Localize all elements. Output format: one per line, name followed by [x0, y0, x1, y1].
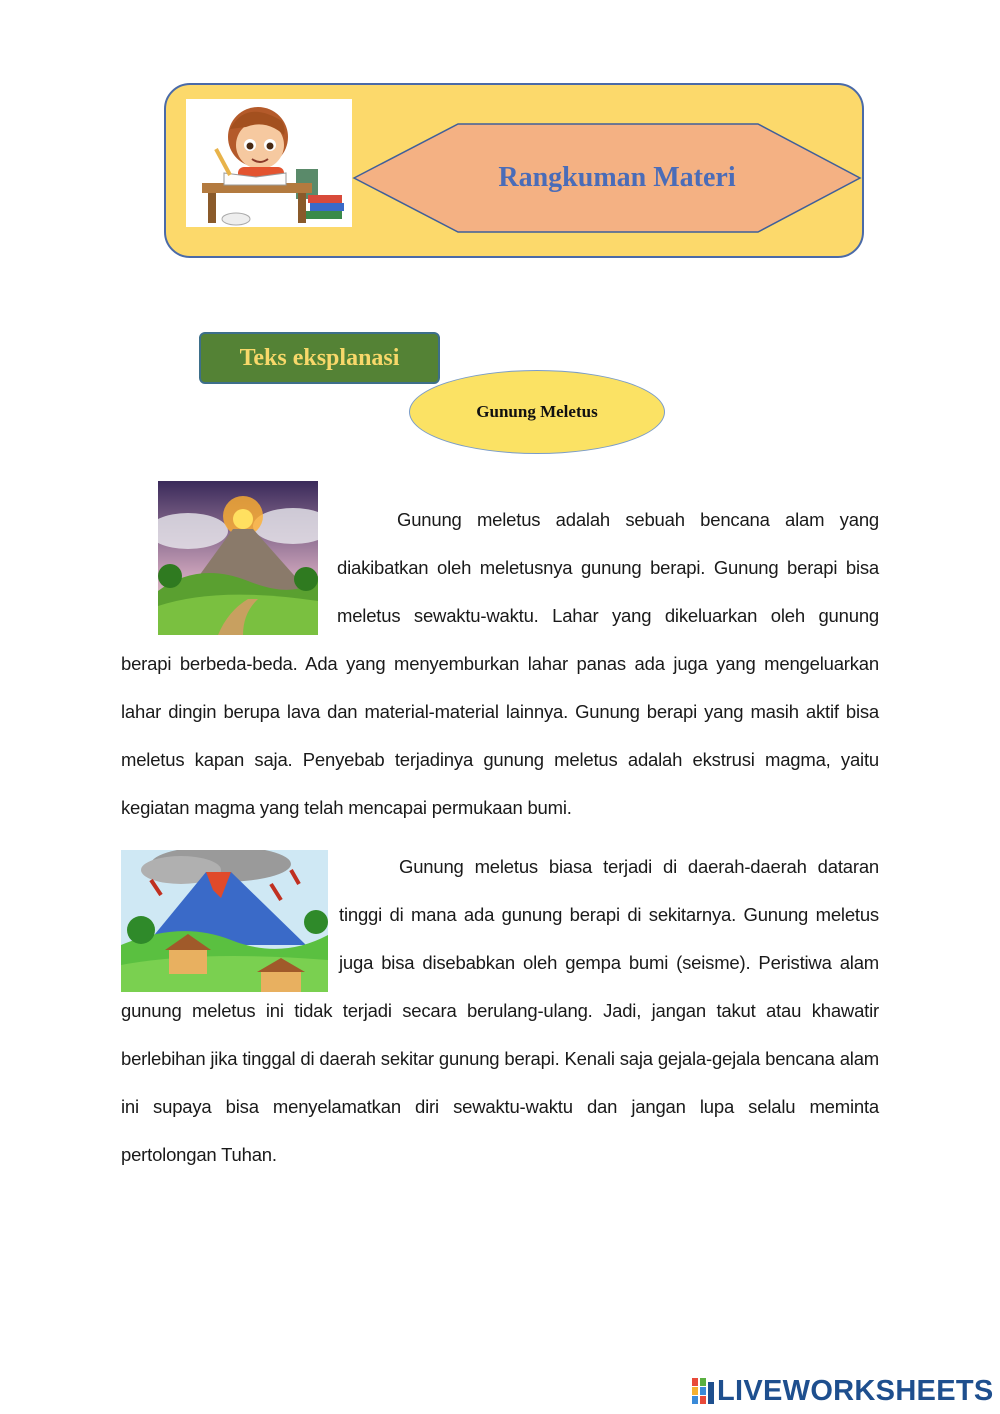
paragraph-1-text: Gunung meletus adalah sebuah bencana alam yang diakibatkan oleh meletusnya gunung berapi. Gunung berapi bisa meletus sewaktu-waktu. Lahar yang dikeluarkan oleh gunung berapi berbeda-beda. Ada yang menyemburkan lahar panas ada juga yang mengeluarkan lahar dingin berupa lava dan material-material lainnya. Gunung berapi yang masih aktif bisa meletus kapan saja. Penyebab terjadinya gunung meletus adalah ekstrusi magma, yaitu kegiatan magma yang telah mencapai permukaan bumi. [121, 509, 879, 818]
logo-icon [692, 1378, 714, 1404]
page-title: Rangkuman Materi [498, 162, 736, 193]
boy-writing-illustration [186, 99, 352, 227]
paragraph-2-text: Gunung meletus biasa terjadi di daerah-daerah dataran tinggi di mana ada gunung berapi di sekitarnya. Gunung meletus juga bisa disebabkan oleh gempa bumi (seisme). Peristiwa alam gunung meletus ini tidak terjadi secara berulang-ulang. Jadi, jangan takut atau khawatir berlebihan jika tinggal di daerah sekitar gunung berapi. Kenali saja gejala-gejala bencana alam ini supaya bisa menyelamatkan diri sewaktu-waktu dan jangan lupa selalu meminta pertolongan Tuhan. [121, 856, 879, 1165]
section-label: Teks eksplanasi [199, 332, 440, 384]
volcano-drawing-illustration [121, 850, 328, 992]
volcano-eruption-illustration [158, 481, 318, 635]
liveworksheets-logo [692, 1374, 994, 1408]
topic-label: Gunung Meletus [409, 370, 665, 454]
logo-text: LIVEWORKSHEETS [717, 1374, 994, 1407]
